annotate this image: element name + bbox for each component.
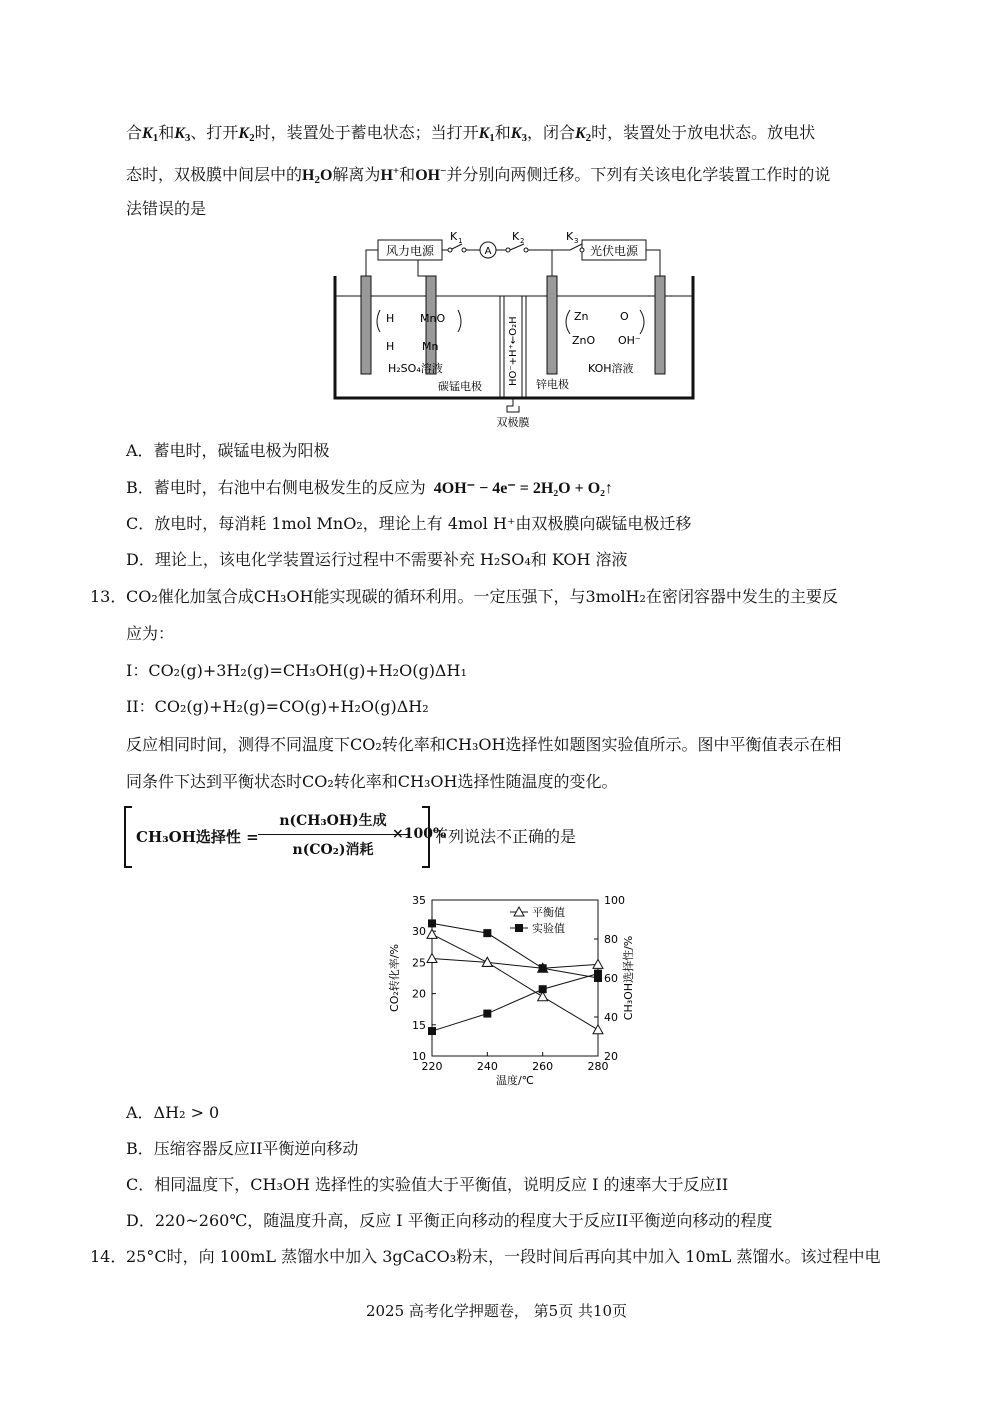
q13-formula-tail: 下列说法不正确的是 — [432, 827, 577, 846]
q12-option-a: A．蓄电时，碳锰电极为阳极 — [126, 441, 330, 460]
q13-paragraph-2: 同条件下达到平衡状态时CO₂转化率和CH₃OH选择性随温度的变化。 — [126, 772, 618, 791]
right-solution-label: KOH溶液 — [588, 362, 634, 375]
q12-option-b: B．蓄电时，右池中右侧电极发生的反应为 4OH⁻ − 4e⁻ = 2H₂O + O₂↑ — [126, 478, 613, 497]
wind-source-label: 风力电源 — [385, 244, 435, 258]
right-tick-label: 100 — [604, 894, 625, 907]
left-tick-label: 35 — [412, 894, 426, 907]
left-tick-label: 30 — [412, 925, 426, 939]
experimental-point — [483, 929, 491, 937]
svg-text:3: 3 — [574, 237, 579, 245]
q12-option-c: C．放电时，每消耗 1mol MnO₂，理论上有 4mol H⁺由双极膜向碳锰电极迁移 — [126, 514, 692, 533]
left-tick-label: 15 — [412, 1018, 426, 1032]
series-line — [432, 974, 598, 1031]
legend-label-experimental: 实验值 — [532, 922, 565, 935]
svg-text:Mn: Mn — [422, 340, 439, 353]
carbon-manganese-electrode — [426, 276, 436, 374]
plot-frame — [432, 900, 598, 1056]
right-tick-label: 80 — [604, 933, 618, 946]
svg-text:O: O — [620, 310, 629, 323]
experimental-point — [428, 1027, 436, 1035]
right-tick-label: 20 — [604, 1050, 618, 1063]
q13-option-d: D．220~260℃，随温度升高，反应 I 平衡正向移动的程度大于反应II平衡逆向移动的程度 — [126, 1211, 773, 1230]
right-tick-label: 60 — [604, 972, 618, 985]
left-solution-label: H₂SO₄溶液 — [388, 362, 443, 375]
q13-paragraph-1: 反应相同时间，测得不同温度下CO₂转化率和CH₃OH选择性如题图实验值所示。图中平衡值表示在相 — [126, 735, 842, 754]
selectivity-formula: CH₃OH选择性 = n(CH₃OH)生成 n(CO₂)消耗 ×100% — [124, 806, 434, 866]
intro-line-1: 合$K_1$和$K_3$、打开$K_2$时，装置处于蓄电状态；当打开$K_1$和$K_3$，闭合$K_2$时，装置处于放电状态。放电状 — [126, 123, 816, 144]
svg-text:H: H — [386, 340, 395, 353]
series-line — [432, 934, 598, 1029]
electrochemical-apparatus-diagram — [330, 226, 700, 434]
x-axis-label: 温度/℃ — [495, 1074, 535, 1087]
right-axis-label: CH₃OH选择性/% — [622, 935, 635, 1021]
equilibrium-point — [427, 954, 437, 963]
svg-text:OH⁻: OH⁻ — [618, 334, 641, 347]
q12-option-d: D．理论上，该电化学装置运行过程中不需要补充 H₂SO₄和 KOH 溶液 — [126, 550, 628, 569]
solar-source-label: 光伏电源 — [589, 244, 639, 258]
membrane-ion-label: HO⁻+H⁺←O₂H — [508, 316, 519, 386]
experimental-point — [483, 1010, 491, 1018]
ammeter-label: A — [484, 246, 492, 257]
x-tick-label: 280 — [587, 1060, 609, 1073]
page-footer: 2025 高考化学押题卷， 第5页 共10页 — [365, 1302, 628, 1320]
svg-text:ZnO: ZnO — [572, 334, 596, 347]
svg-text:2: 2 — [520, 237, 525, 245]
k2-label: K — [512, 230, 520, 243]
q13-number: 13． — [90, 587, 127, 606]
experimental-point — [428, 919, 436, 927]
svg-text:H: H — [386, 312, 395, 325]
carbon-electrode-label: 碳锰电极 — [438, 380, 482, 393]
co2-conversion-selectivity-chart — [380, 890, 650, 1100]
intro-line-3: 法错误的是 — [126, 199, 207, 218]
q13-reaction-1: I：CO₂(g)+3H₂(g)=CH₃OH(g)+H₂O(g)ΔH₁ — [126, 661, 467, 680]
q13-option-b: B．压缩容器反应II平衡逆向移动 — [126, 1139, 359, 1158]
q13-stem-2: 应为： — [126, 624, 175, 643]
q12-b-equation: 4OH⁻ − 4e⁻ = 2H₂O + O₂↑ — [433, 480, 613, 497]
zinc-electrode-label: 锌电极 — [536, 378, 569, 391]
svg-text:1: 1 — [458, 237, 463, 245]
legend-marker-experimental — [515, 924, 523, 932]
x-tick-label: 260 — [532, 1060, 554, 1073]
experimental-point — [594, 974, 602, 982]
right-electrode — [655, 276, 665, 374]
svg-text:MnO: MnO — [420, 312, 446, 325]
experimental-point — [539, 985, 547, 993]
zinc-electrode — [547, 276, 557, 374]
left-electrode — [361, 276, 371, 374]
intro-line-2: 态时，双极膜中间层中的$H_2O$解离为H+和OH−并分别向两侧迁移。下列有关该电化学装置工作时的说 — [126, 165, 831, 186]
q13-reaction-2: II：CO₂(g)+H₂(g)=CO(g)+H₂O(g)ΔH₂ — [126, 697, 429, 716]
q13-stem-1: CO₂催化加氢合成CH₃OH能实现碳的循环利用。一定压强下，与3molH₂在密闭容器中发生的主要反 — [126, 587, 838, 606]
equilibrium-point — [593, 1025, 603, 1034]
left-axis-label: CO₂转化率/% — [388, 944, 401, 1012]
svg-text:Zn: Zn — [574, 310, 589, 323]
q13-option-a: A．ΔH₂ > 0 — [126, 1103, 220, 1122]
equilibrium-point — [427, 929, 437, 938]
q13-option-c: C．相同温度下，CH₃OH 选择性的实验值大于平衡值，说明反应 I 的速率大于反应II — [126, 1175, 729, 1194]
equilibrium-point — [593, 959, 603, 968]
q14-number: 14． — [90, 1247, 127, 1266]
k3-label: K — [566, 230, 574, 243]
left-tick-label: 20 — [412, 987, 426, 1001]
k1-label: K — [450, 230, 458, 243]
series-line — [432, 959, 598, 969]
experimental-point — [539, 964, 547, 972]
x-tick-label: 220 — [421, 1060, 443, 1073]
legend-label-equilibrium: 平衡值 — [532, 906, 565, 919]
left-tick-label: 25 — [412, 956, 426, 970]
q14-stem: 25°C时，向 100mL 蒸馏水中加入 3gCaCO₃粉末，一段时间后再向其中加入 10mL 蒸馏水。该过程中电 — [126, 1247, 881, 1266]
x-tick-label: 240 — [476, 1060, 498, 1073]
right-tick-label: 40 — [604, 1011, 618, 1024]
bipolar-membrane-label: 双极膜 — [496, 416, 530, 429]
left-tick-label: 10 — [412, 1050, 426, 1063]
